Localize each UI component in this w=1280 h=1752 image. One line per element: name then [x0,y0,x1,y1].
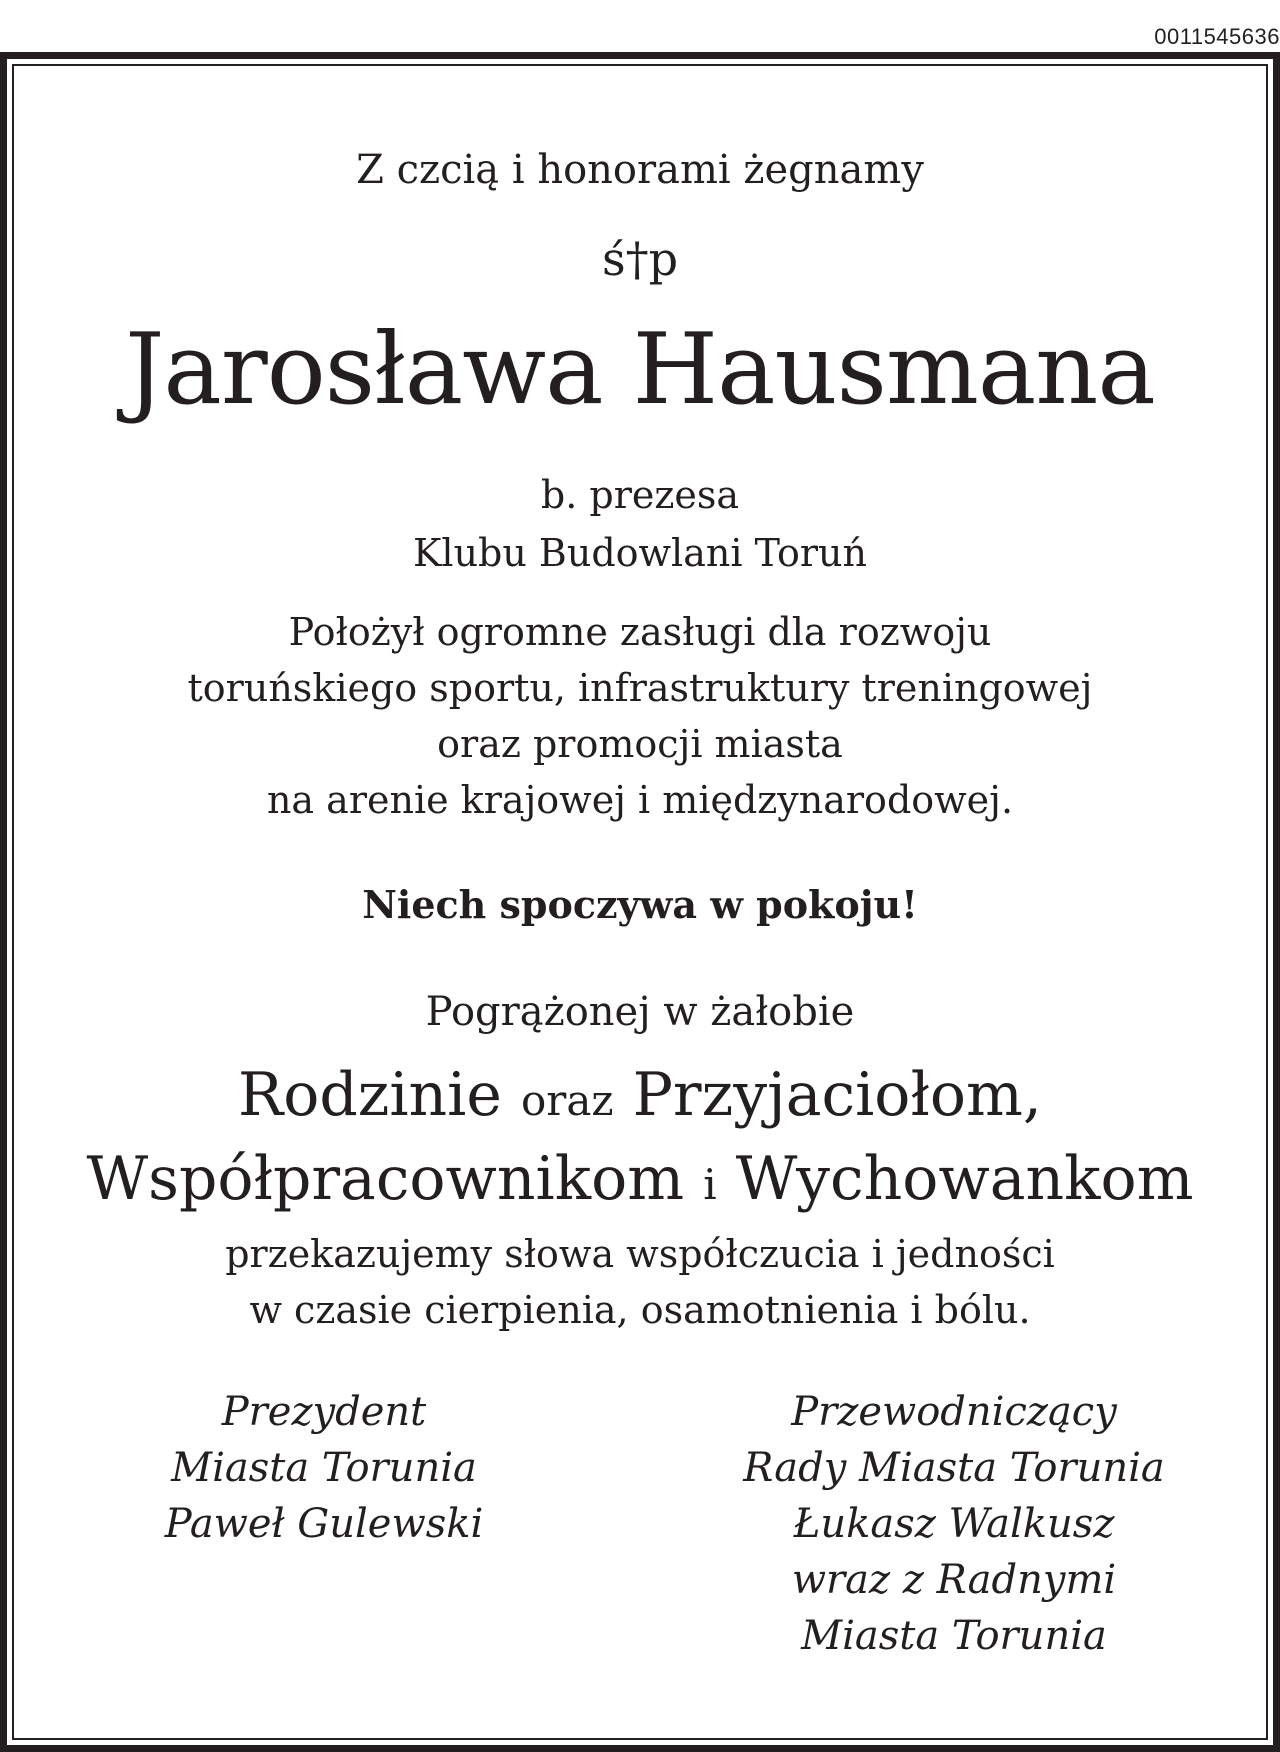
condolence-line: przekazujemy słowa współczucia i jedności [225,1232,1055,1276]
recipient-friends: Przyjaciołom, [632,1060,1042,1130]
role-line: b. prezesa [540,473,740,517]
deceased-name: Jarosława Hausmana [125,313,1155,427]
reference-number: 0011545636 [1154,24,1280,49]
merits-block [14,604,1266,828]
recipient-pupils: Wychowankom [735,1144,1194,1214]
merits-line: oraz promocji miasta [437,722,843,766]
signature-line: Paweł Gulewski [164,1501,484,1547]
stp-abbreviation [14,232,1266,287]
merits-line: toruńskiego sportu, infrastruktury treningowej [187,666,1093,710]
role-line: Klubu Budowlani Toruń [413,531,867,575]
recipient-conjunction: oraz [520,1076,614,1125]
recipients-line-1 [14,1056,1266,1140]
role-block [14,466,1266,582]
rest-in-peace: Niech spoczywa w pokoju! [362,882,918,927]
merits-line: Położył ogromne zasługi dla rozwoju [288,610,992,654]
signature-council-chair [724,1384,1184,1664]
obituary-content [14,66,1266,1738]
stp-suffix: p [648,232,679,286]
cross-icon: † [625,232,649,286]
signature-line: Przewodniczący [791,1389,1117,1435]
recipients-block [14,1056,1266,1224]
signature-line: Miasta Torunia [171,1445,477,1491]
signature-line: Rady Miasta Torunia [743,1445,1165,1491]
signature-line: Miasta Torunia [801,1613,1107,1659]
signature-line: Prezydent [221,1389,427,1435]
stp-prefix: ś [601,232,626,286]
recipient-coworkers: Współpracownikom [86,1144,685,1214]
signature-mayor [114,1384,534,1552]
signature-line: Łukasz Walkusz [793,1501,1115,1547]
condolence-line: w czasie cierpienia, osamotnienia i bólu. [249,1288,1031,1332]
mourning-text: Pogrążonej w żałobie [425,989,855,1035]
condolence-block [14,1226,1266,1338]
intro-text: Z czcią i honorami żegnamy [356,147,924,193]
merits-line: na arenie krajowej i międzynarodowej. [266,778,1014,822]
signature-line: wraz z Radnymi [791,1557,1117,1603]
recipient-family: Rodzinie [238,1060,502,1130]
recipients-line-2 [14,1140,1266,1224]
recipient-conjunction: i [703,1160,717,1209]
